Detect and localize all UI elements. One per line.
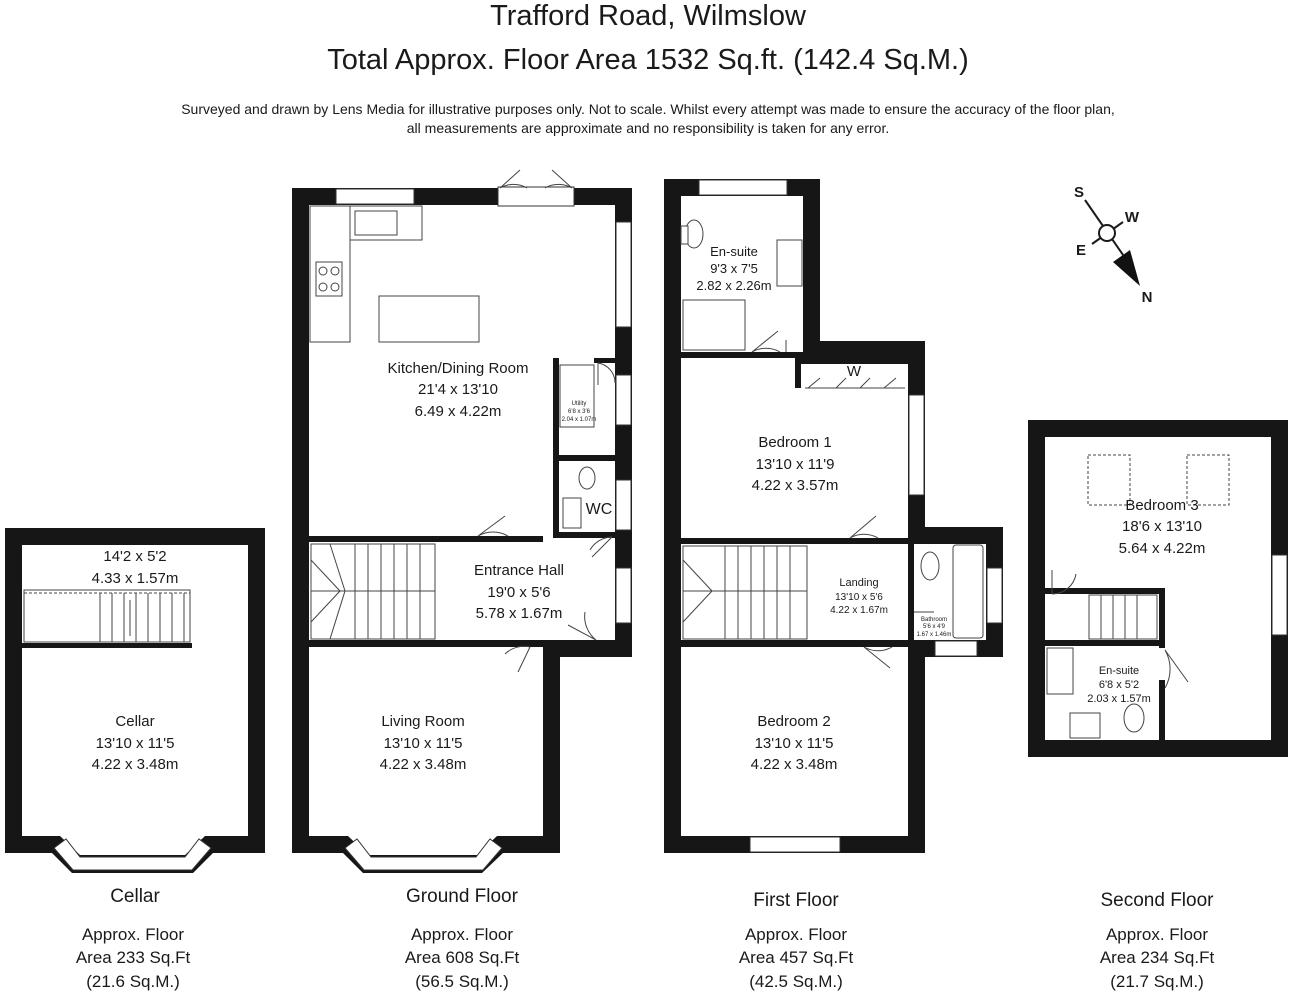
ensuite-door — [752, 331, 780, 352]
second-floor-name: Second Floor — [1100, 890, 1214, 911]
bedroom2-name: Bedroom 2 — [757, 713, 831, 730]
first-floor-staircase — [683, 546, 807, 639]
cellar-area-line-3: (21.6 Sq.M.) — [86, 972, 180, 991]
disclaimer-line-2: all measurements are approximate and no responsibility is taken for any error. — [406, 120, 890, 136]
landing-dim-metric: 4.22 x 1.67m — [830, 605, 888, 616]
cellar-upper-dim-metric: 4.33 x 1.57m — [91, 570, 179, 587]
first-area-line-2: Area 457 Sq.Ft — [738, 948, 854, 967]
second-area-line-3: (21.7 Sq.M.) — [1110, 972, 1204, 991]
utility-window — [616, 375, 631, 425]
ground-area-line-2: Area 608 Sq.Ft — [404, 948, 520, 967]
compass-north-arrow-icon — [1113, 250, 1140, 286]
wc-toilet — [579, 467, 595, 489]
wardrobe-label: W — [846, 363, 862, 380]
bedroom3-dim-metric: 5.64 x 4.22m — [1118, 540, 1206, 557]
compass-w: W — [1124, 209, 1140, 226]
bedroom3-dim-imperial: 18'6 x 13'10 — [1122, 518, 1202, 535]
cellar-staircase — [24, 590, 190, 642]
bedroom3-window — [1272, 555, 1287, 635]
kitchen-room-name: Kitchen/Dining Room — [387, 360, 529, 377]
ensuite-top-wall — [1045, 640, 1165, 646]
living-dim-metric: 4.22 x 3.48m — [379, 756, 467, 773]
first-ensuite-name: En-suite — [710, 244, 758, 259]
compass-rose — [1074, 184, 1152, 306]
kitchen-island — [379, 296, 479, 342]
utility-dim-metric: 2.04 x 1.07m — [561, 417, 597, 423]
ensuite-bedroom1-wall — [681, 352, 803, 358]
wc-room-name: WC — [585, 501, 613, 518]
landing-bedroom2-wall — [681, 640, 908, 647]
first-area-line-1: Approx. Floor — [744, 925, 848, 944]
hall-living-wall — [309, 640, 543, 647]
first-floor-plan — [664, 179, 1003, 991]
bathroom-name: Bathroom — [920, 617, 948, 623]
second-shower — [1047, 648, 1073, 694]
second-area-line-1: Approx. Floor — [1105, 925, 1209, 944]
bedroom2-window — [750, 837, 840, 852]
wc-window — [616, 480, 631, 530]
compass-n: N — [1141, 289, 1153, 306]
bedroom2-dim-metric: 4.22 x 3.48m — [750, 756, 838, 773]
wc-basin — [563, 498, 581, 528]
bedroom2-door — [864, 647, 892, 668]
second-floor-plan — [1028, 420, 1288, 991]
hall-window — [616, 568, 631, 623]
bathroom-toilet — [921, 552, 939, 580]
first-area-line-3: (42.5 Sq.M.) — [749, 972, 843, 991]
stair-right-wall — [1159, 588, 1165, 648]
kitchen-hall-wall — [309, 536, 543, 542]
cellar-room-name: Cellar — [115, 713, 155, 730]
second-ensuite-name: En-suite — [1098, 665, 1140, 677]
hall-room-name: Entrance Hall — [473, 562, 565, 579]
wc-bottom-wall — [553, 532, 615, 538]
french-door-left — [500, 170, 527, 188]
hall-dim-imperial: 19'0 x 5'6 — [487, 584, 551, 601]
kitchen-side-window — [616, 222, 631, 327]
cellar-bay-window — [54, 839, 211, 870]
living-room-name: Living Room — [381, 713, 465, 730]
compass-center — [1099, 225, 1115, 241]
ensuite-right-wall — [1159, 680, 1165, 740]
utility-dim-imperial: 6'8 x 3'6 — [568, 409, 590, 415]
first-ensuite-dim-metric: 2.82 x 2.26m — [696, 278, 772, 293]
bath — [953, 545, 983, 638]
ensuite-window — [699, 180, 787, 195]
bedroom2-dim-imperial: 13'10 x 11'5 — [754, 735, 834, 752]
bathroom-window — [987, 568, 1002, 623]
bedroom1-dim-imperial: 13'10 x 11'9 — [755, 456, 835, 473]
bedroom1-window — [909, 395, 924, 495]
bedroom3-name: Bedroom 3 — [1125, 497, 1199, 514]
cellar-area-line-2: Area 233 Sq.Ft — [75, 948, 191, 967]
bedroom1-dim-metric: 4.22 x 3.57m — [751, 477, 839, 494]
bedroom1-landing-wall — [681, 538, 908, 544]
utility-top-wall — [594, 358, 615, 363]
ensuite-door-second — [1165, 650, 1188, 688]
bedroom1-name: Bedroom 1 — [758, 434, 832, 451]
cellar-dim-imperial: 13'10 x 11'5 — [95, 735, 175, 752]
property-title: Trafford Road, Wilmslow — [490, 0, 806, 32]
hall-dim-metric: 5.78 x 1.67m — [475, 605, 563, 622]
first-ensuite-dim-imperial: 9'3 x 7'5 — [710, 261, 758, 276]
landing-bathroom-wall — [908, 544, 914, 640]
landing-name: Landing — [839, 577, 879, 589]
bathroom-lower-window — [935, 641, 977, 656]
bathroom-dim-imperial: 5'6 x 4'9 — [923, 624, 945, 630]
wardrobe-side — [795, 358, 801, 388]
cellar-partition — [22, 643, 192, 648]
french-doors-opening — [498, 187, 574, 206]
front-door — [568, 612, 596, 640]
second-ensuite-dim-metric: 2.03 x 1.57m — [1087, 693, 1151, 705]
second-floor-staircase — [1089, 595, 1157, 639]
ensuite-basin — [777, 240, 802, 286]
cellar-area-line-1: Approx. Floor — [81, 925, 185, 944]
utility-door — [598, 363, 615, 385]
landing-dim-imperial: 13'10 x 5'6 — [835, 592, 883, 603]
hob — [316, 262, 342, 296]
total-floor-area: Total Approx. Floor Area 1532 Sq.ft. (142.4 Sq.M.) — [327, 44, 969, 76]
ensuite-cistern — [681, 226, 688, 244]
bathroom-dim-metric: 1.67 x 1.46m — [916, 632, 952, 638]
skylight-left — [1088, 455, 1130, 505]
cellar-dim-metric: 4.22 x 3.48m — [91, 756, 179, 773]
ground-staircase — [311, 544, 435, 639]
disclaimer-line-1: Surveyed and drawn by Lens Media for illustrative purposes only. Not to scale. Whilst every attempt was made to ensure the accuracy of the floor plan, — [181, 101, 1115, 117]
kitchen-door — [478, 516, 508, 536]
wc-door — [590, 537, 612, 557]
cellar-floor-name: Cellar — [110, 886, 160, 907]
french-door-right — [545, 170, 572, 188]
ground-area-line-1: Approx. Floor — [410, 925, 514, 944]
compass-e: E — [1075, 242, 1087, 259]
ground-floor-plan — [292, 170, 632, 991]
ground-area-line-3: (56.5 Sq.M.) — [415, 972, 509, 991]
living-bay-window — [345, 839, 502, 870]
first-floor-name: First Floor — [753, 890, 839, 911]
second-ensuite-dim-imperial: 6'8 x 5'2 — [1098, 679, 1140, 691]
utility-wc-divider — [553, 455, 615, 461]
ensuite-shower — [683, 300, 745, 350]
utility-room-name: Utility — [571, 401, 587, 407]
kitchen-dim-imperial: 21'4 x 13'10 — [418, 381, 498, 398]
kitchen-dim-metric: 6.49 x 4.22m — [414, 403, 502, 420]
bedroom1-door — [850, 516, 878, 538]
second-area-line-2: Area 234 Sq.Ft — [1099, 948, 1215, 967]
kitchen-window — [336, 189, 414, 204]
sink — [355, 211, 397, 235]
cellar-plan — [5, 528, 265, 991]
living-dim-imperial: 13'10 x 11'5 — [383, 735, 463, 752]
second-basin — [1070, 713, 1100, 738]
living-door — [505, 646, 530, 672]
second-toilet — [1124, 704, 1144, 732]
compass-s: S — [1073, 184, 1085, 201]
utility-wc-wall — [553, 358, 559, 538]
ground-floor-name: Ground Floor — [406, 886, 518, 907]
cellar-upper-dim-imperial: 14'2 x 5'2 — [103, 548, 167, 565]
